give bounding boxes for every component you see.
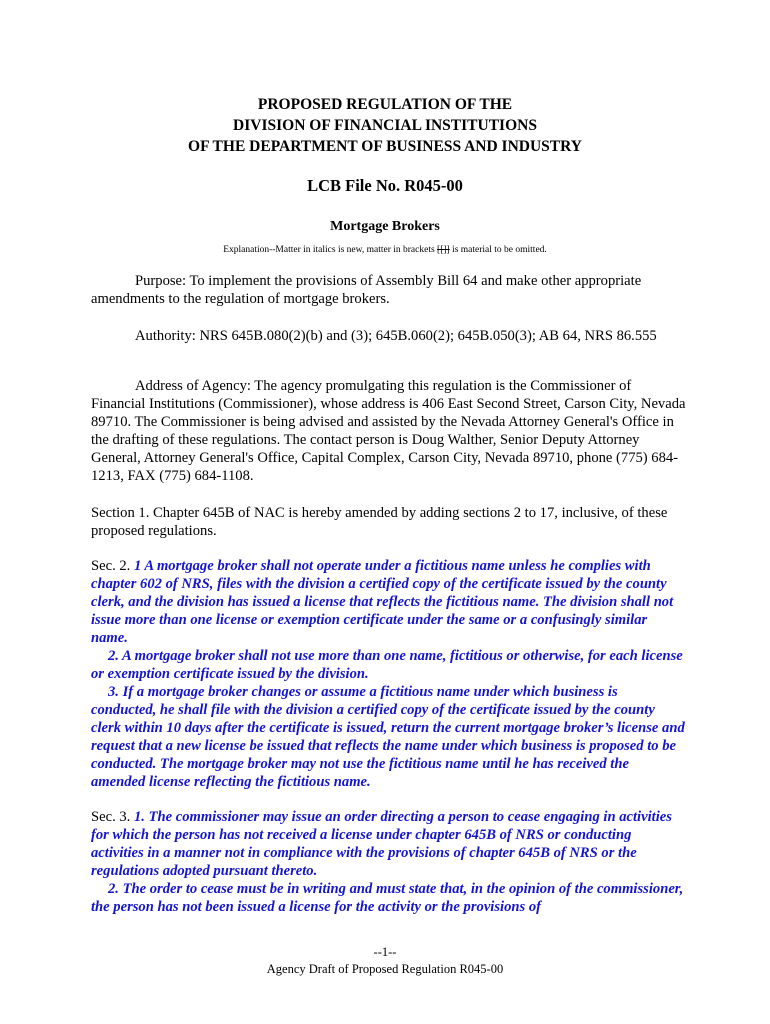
document-subtitle: Mortgage Brokers bbox=[330, 219, 440, 234]
explanation-note bbox=[0, 243, 770, 257]
section-3 bbox=[91, 808, 686, 916]
footer-draft-label: Agency Draft of Proposed Regulation R045-00 bbox=[266, 962, 504, 976]
page-number: --1-- bbox=[373, 945, 397, 959]
purpose-paragraph: Purpose: To implement the provisions of Assembly Bill 64 and make other appropriate amendments to the regulation of mortgage brokers. bbox=[91, 273, 642, 307]
section-3-subsection-2: 2. The order to cease must be in writing and must state that, in the opinion of the commissioner, the person has not been issued a license for the activity or the provisions of bbox=[91, 881, 684, 915]
section-2-subsection-1 bbox=[91, 557, 686, 647]
address-paragraph: Address of Agency: The agency promulgating this regulation is the Commissioner of Financial Institutions (Commissioner), whose address is 406 East Second Street, Carson City, Nevada 89710. The Commissioner is being advised and assisted by the Nevada Attorney General's Office in the drafting of these regulations. The contact person is Doug Walther, Senior Deputy Attorney General, Attorney General's Office, Capital Complex, Carson City, Nevada 89710, phone (775) 684-1213, FAX (775) 684-1108. bbox=[91, 378, 686, 484]
explanation-brackets: [[]] bbox=[437, 245, 450, 255]
section-2-label: Sec. 2. bbox=[91, 558, 134, 574]
section-2 bbox=[91, 557, 686, 791]
section-3-sub1-text: 1. The commissioner may issue an order directing a person to cease engaging in activities for which the person has not received a license under chapter 645B of NRS or conducting activities in a manner not in compliance with the provisions of chapter 645B of NRS or the regulations adopted pursuant thereto. bbox=[91, 809, 672, 879]
section-3-subsection-1 bbox=[91, 808, 686, 880]
section-2-subsection-3: 3. If a mortgage broker changes or assume a fictitious name under which business is conducted, he shall file with the division a certified copy of the certificate issued by the county clerk within 10 days after the certificate is issued, return the current mortgage broker’s license and request that a new license be issued that reflects the name under which business is proposed to be conducted. The mortgage broker may not use the fictitious name until he has received the amended license reflecting the fictitious name. bbox=[91, 684, 685, 790]
authority-paragraph: Authority: NRS 645B.080(2)(b) and (3); 645B.060(2); 645B.050(3); AB 64, NRS 86.555 bbox=[135, 328, 657, 344]
file-number: LCB File No. R045-00 bbox=[307, 176, 463, 195]
section-2-subsection-2: 2. A mortgage broker shall not use more than one name, fictitious or otherwise, for each license or exemption certificate issued by the division. bbox=[91, 648, 683, 682]
title-line-2: DIVISION OF FINANCIAL INSTITUTIONS bbox=[233, 117, 537, 134]
title-line-1: PROPOSED REGULATION OF THE bbox=[257, 96, 513, 113]
title-line-3: OF THE DEPARTMENT OF BUSINESS AND INDUSTRY bbox=[188, 138, 582, 155]
section-3-label: Sec. 3. bbox=[91, 809, 134, 825]
explanation-text-end: is material to be omitted. bbox=[449, 245, 547, 255]
section-2-sub1-text: 1 A mortgage broker shall not operate under a fictitious name unless he complies with chapter 602 of NRS, files with the division a certified copy of the certificate issued by the county clerk, and the division has issued a license that reflects the fictitious name. The division shall not issue more than one license or exemption certificate under the same or a confusingly similar name. bbox=[91, 558, 674, 646]
explanation-text-start: Explanation--Matter in italics is new, matter in brackets bbox=[223, 245, 438, 255]
document-title bbox=[0, 94, 770, 157]
section-1-paragraph: Section 1. Chapter 645B of NAC is hereby amended by adding sections 2 to 17, inclusive, of these proposed regulations. bbox=[91, 505, 668, 539]
